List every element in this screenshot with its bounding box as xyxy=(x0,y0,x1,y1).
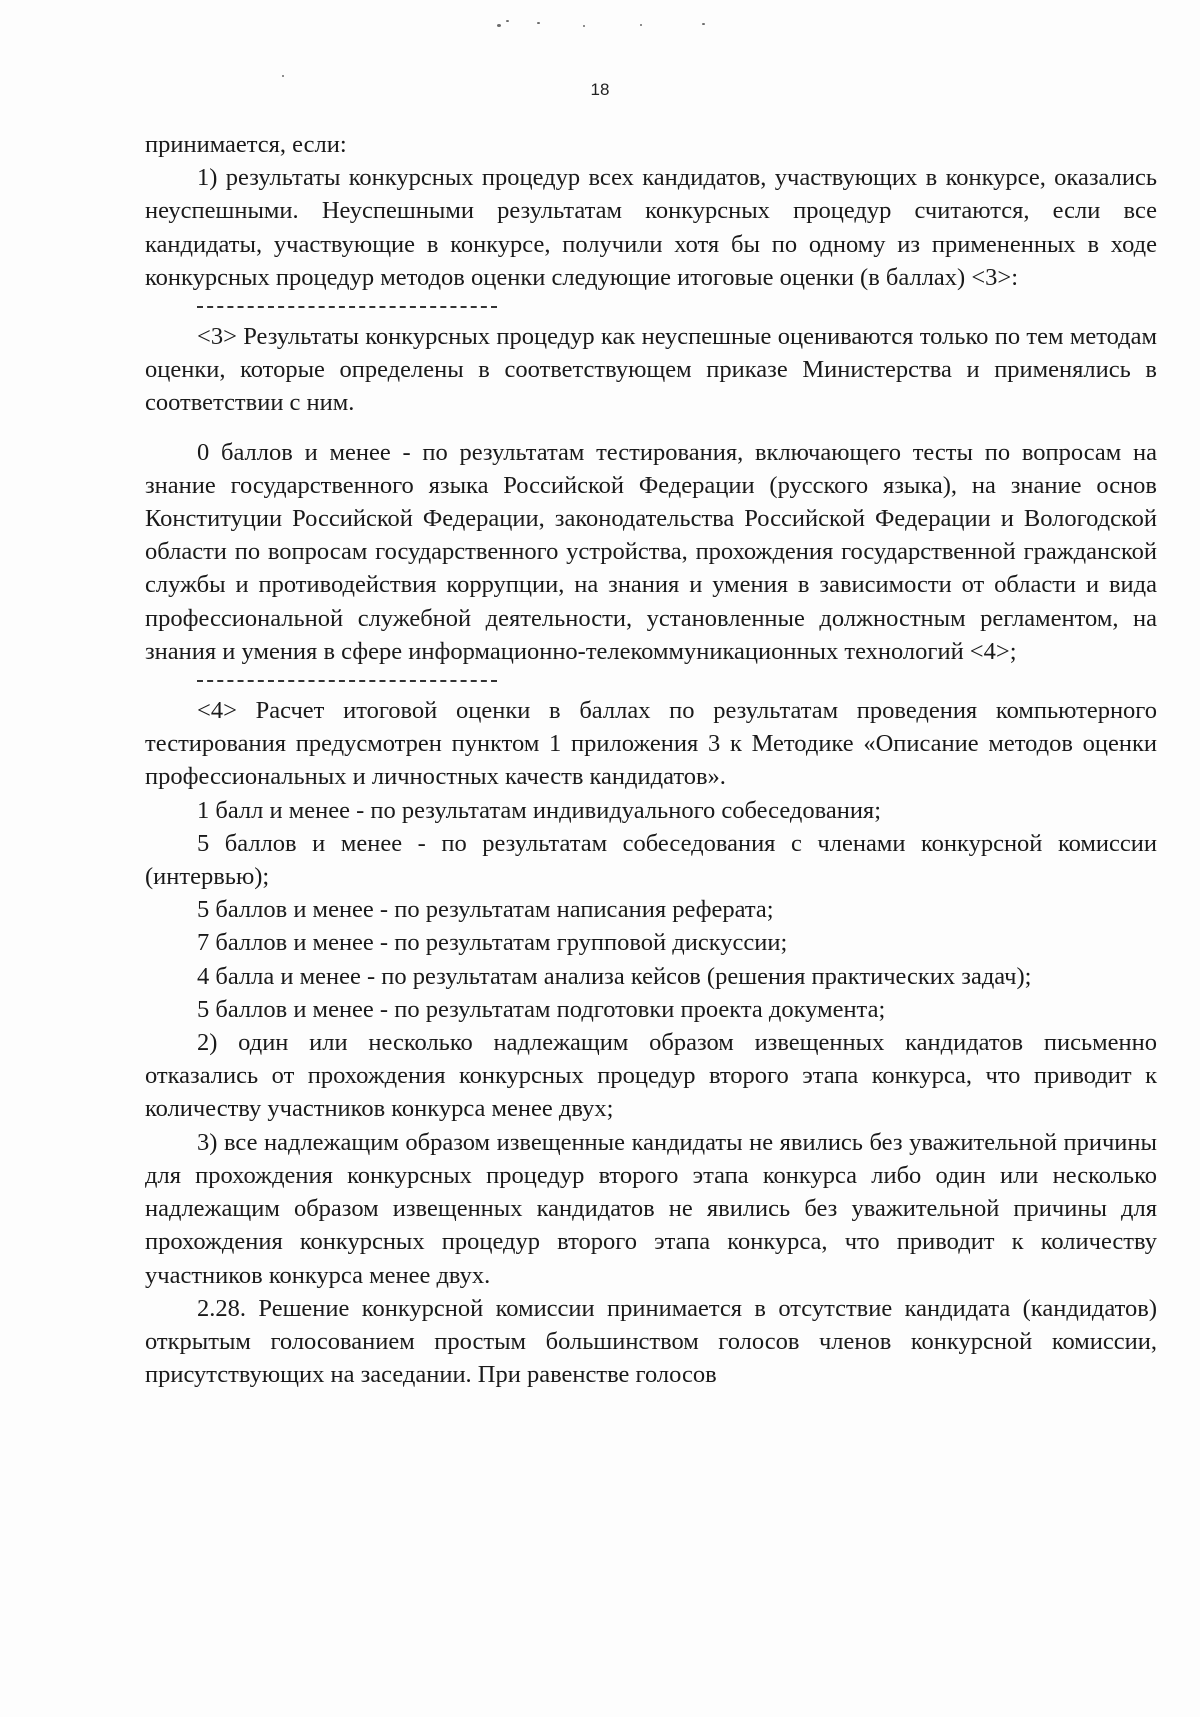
footnote-3: <3> Результаты конкурсных процедур как неуспешные оцениваются только по тем методам оценки, которые определены в соответствующем приказе Министерства и применялись в соответствии с ним. xyxy=(145,323,1157,417)
scan-speck xyxy=(506,20,509,22)
scan-speck xyxy=(702,23,705,25)
scan-speck xyxy=(583,25,585,27)
paragraph-essay-score: 5 баллов и менее - по результатам написания реферата; xyxy=(197,896,774,924)
footnote-separator xyxy=(197,306,497,308)
footnote-4: <4> Расчет итоговой оценки в баллах по результатам проведения компьютерного тестирования предусмотрен пунктом 1 приложения 3 к Методике «Описание методов оценки профессиональных и личностных качеств кандидатов». xyxy=(145,697,1157,791)
document-body xyxy=(145,128,1157,1391)
paragraph-testing-score: 0 баллов и менее - по результатам тестирования, включающего тесты по вопросам на знание государственного языка Российской Федерации (русского языка), на знание основ Конституции Российской Федерации, законодательства Российской Федерации и Вологодской области по вопросам государственного устройства, прохождения государственной гражданской службы и противодействия коррупции, на знания и умения в зависимости от области и вида профессиональной служебной деятельности, установленные должностным регламентом, на знания и умения в сфере информационно-телекоммуникационных технологий <4>; xyxy=(145,438,1157,665)
paragraph-group-discussion-score: 7 баллов и менее - по результатам групповой дискуссии; xyxy=(197,929,788,957)
paragraph-item-2: 2) один или несколько надлежащим образом извещенных кандидатов письменно отказались от прохождения конкурсных процедур второго этапа конкурса, что приводит к количеству участников конкурса менее двух; xyxy=(145,1029,1157,1123)
footnote-separator xyxy=(197,680,497,682)
scan-speck xyxy=(282,75,284,77)
paragraph-interview-score: 1 балл и менее - по результатам индивидуального собеседования; xyxy=(197,796,882,824)
scan-speck xyxy=(537,22,540,24)
paragraph-item-1: 1) результаты конкурсных процедур всех кандидатов, участвующих в конкурсе, оказались неуспешными. Неуспешными результатам конкурсных процедур считаются, если все кандидаты, участвующие в конкурсе, получили хотя бы по одному из примененных в ходе конкурсных процедур методов оценки следующие итоговые оценки (в баллах) <3>: xyxy=(145,164,1157,291)
paragraph-case-analysis-score: 4 балла и менее - по результатам анализа кейсов (решения практических задач); xyxy=(197,962,1032,990)
scan-speck xyxy=(640,24,642,26)
paragraph-lead-in: принимается, если: xyxy=(145,131,347,158)
paragraph-draft-document-score: 5 баллов и менее - по результатам подготовки проекта документа; xyxy=(197,995,886,1023)
paragraph-item-3: 3) все надлежащим образом извещенные кандидаты не явились без уважительной причины для прохождения конкурсных процедур второго этапа конкурса либо один или несколько надлежащим образом извещенных кандидатов не явились без уважительной причины для прохождения конкурсных процедур второго этапа конкурса, что приводит к количеству участников конкурса менее двух. xyxy=(145,1128,1157,1289)
paragraph-commission-interview-score: 5 баллов и менее - по результатам собеседования с членами конкурсной комиссии (интервью); xyxy=(145,829,1157,891)
page-number: 18 xyxy=(590,80,610,99)
paragraph-section-2-28: 2.28. Решение конкурсной комиссии принимается в отсутствие кандидата (кандидатов) открытым голосованием простым большинством голосов членов конкурсной комиссии, присутствующих на заседании. При равенстве голосов xyxy=(145,1294,1157,1389)
scan-speck xyxy=(497,24,501,27)
